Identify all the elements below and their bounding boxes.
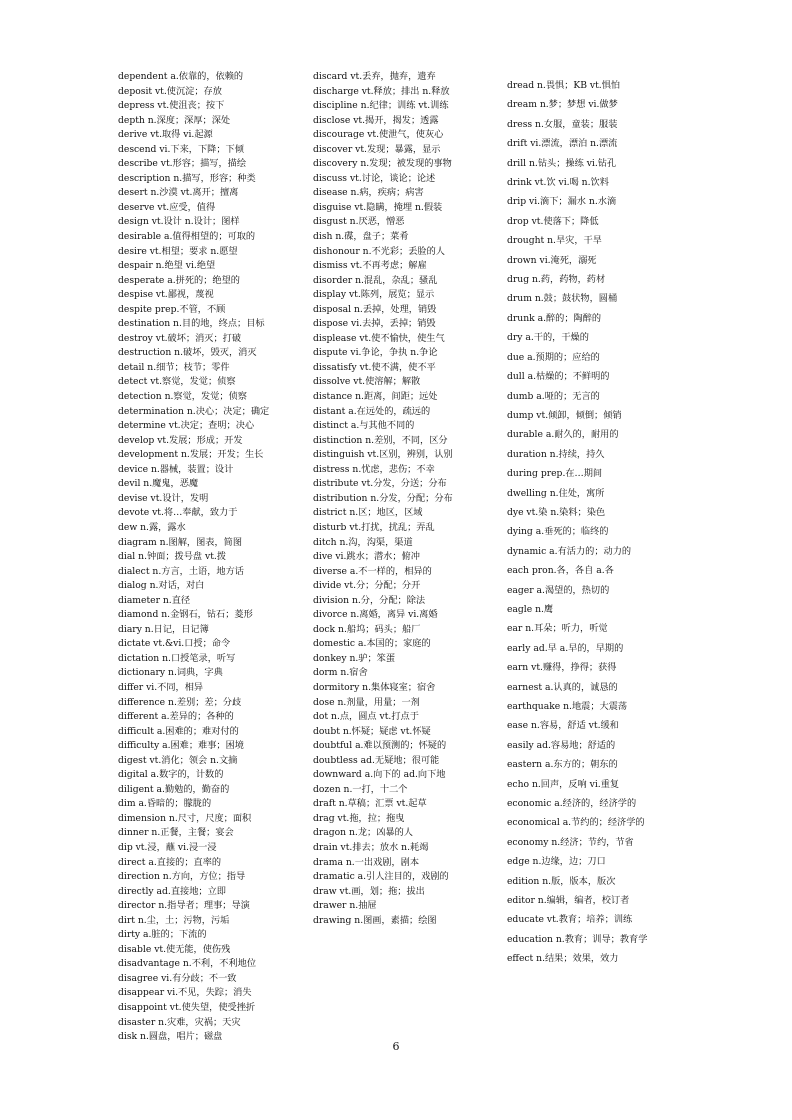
vocabulary-entry: digest vt.消化；领会 n.文摘 (118, 754, 238, 766)
vocabulary-entry: dinner n.正餐，主餐；宴会 (118, 827, 234, 839)
vocabulary-entry: desire vt.相望；要求 n.愿望 (118, 245, 238, 257)
vocabulary-entry: drift vi.漂流，漂泊 n.漂流 (507, 138, 618, 150)
vocabulary-entry: deserve vt.应受，值得 (118, 201, 216, 213)
vocabulary-entry: ditch n.沟，沟渠，渠道 (313, 536, 413, 548)
vocabulary-entry: disorder n.混乱，杂乱；骚乱 (313, 274, 438, 286)
vocabulary-entry: dull a.枯燥的；不鲜明的 (507, 371, 610, 383)
vocabulary-entry: doubtful a.难以预测的；怀疑的 (313, 740, 447, 752)
vocabulary-entry: device n.器械，装置；设计 (118, 463, 234, 475)
vocabulary-entry: displease vt.使不愉快，使生气 (313, 332, 445, 344)
vocabulary-entry: display vt.陈列，展览；显示 (313, 289, 435, 301)
vocabulary-entry: dying a.垂死的；临终的 (507, 526, 609, 538)
vocabulary-entry: diamond n.金钢石，钻石；菱形 (118, 609, 253, 621)
vocabulary-entry: desert n.沙漠 vt.离开；擅离 (118, 187, 239, 199)
page-number: 6 (392, 1040, 400, 1053)
vocabulary-entry: determination n.决心；决定；确定 (118, 405, 270, 417)
vocabulary-entry: depth n.深度；深厚；深处 (118, 114, 231, 126)
vocabulary-entry: diligent a.勤勉的，勤奋的 (118, 783, 230, 795)
vocabulary-entry: dorm n.宿舍 (313, 667, 368, 679)
vocabulary-entry: dissolve vt.使溶解；解散 (313, 376, 421, 388)
vocabulary-entry: develop vt.发展；形成；开发 (118, 434, 243, 446)
vocabulary-entry: effect n.结果；效果，效力 (507, 953, 619, 965)
vocabulary-entry: disgust n.厌恶，憎恶 (313, 216, 405, 228)
vocabulary-column-3 (507, 76, 687, 969)
vocabulary-entry: dose n.剂量，用量；一剂 (313, 696, 420, 708)
vocabulary-entry: different a.差异的；各种的 (118, 711, 234, 723)
vocabulary-entry: dramatic a.引人注目的，戏剧的 (313, 871, 449, 883)
vocabulary-entry: durable a.耐久的，耐用的 (507, 429, 619, 441)
vocabulary-entry: disease n.病，疾病；病害 (313, 187, 424, 199)
vocabulary-entry: discharge vt.释放；排出 n.释放 (313, 85, 450, 97)
vocabulary-entry: each pron.各，各自 a.各 (507, 565, 614, 577)
vocabulary-entry: direction n.方向，方位；指导 (118, 871, 246, 883)
vocabulary-entry: dissatisfy vt.使不满，使不平 (313, 361, 436, 373)
vocabulary-entry: dive vi.跳水；潜水；俯冲 (313, 551, 420, 563)
vocabulary-entry: disappoint vt.使失望，使受挫折 (118, 1002, 256, 1013)
vocabulary-entry: discourage vt.使泄气，使灰心 (313, 129, 444, 141)
vocabulary-entry: destroy vt.破坏；消灭；打破 (118, 332, 242, 344)
vocabulary-entry: dishonour n.不光彩；丢脸的人 (313, 245, 445, 257)
vocabulary-entry: discipline n.纪律；训练 vt.训练 (313, 100, 449, 112)
vocabulary-entry: director n.指导者；理事；导演 (118, 900, 250, 912)
vocabulary-entry: determine vt.决定；查明；决心 (118, 420, 255, 432)
vocabulary-entry: distribution n.分发，分配；分布 (313, 492, 453, 504)
vocabulary-entry: dictation n.口授笔录，听写 (118, 652, 236, 664)
vocabulary-entry: division n.分，分配；除法 (313, 594, 426, 606)
vocabulary-entry: domestic a.本国的；家庭的 (313, 638, 431, 650)
vocabulary-entry: ease n.容易，舒适 vt.缓和 (507, 720, 619, 732)
vocabulary-entry: drain vt.排去；放水 n.耗竭 (313, 841, 429, 853)
vocabulary-entry: devil n.魔鬼，恶魔 (118, 478, 199, 490)
vocabulary-entry: downward a.向下的 ad.向下地 (313, 769, 446, 781)
vocabulary-entry: drip vi.滴下；漏水 n.水滴 (507, 196, 617, 208)
vocabulary-entry: due a.预期的；应给的 (507, 351, 600, 363)
vocabulary-entry: edition n.版，版本，版次 (507, 875, 616, 887)
vocabulary-entry: early ad.早 a.早的，早期的 (507, 642, 624, 654)
vocabulary-entry: distribute vt.分发，分送；分布 (313, 478, 447, 490)
vocabulary-entry: draft n.草稿；汇票 vt.起草 (313, 798, 427, 810)
vocabulary-entry: dialect n.方言，土语，地方话 (118, 565, 244, 577)
vocabulary-entry: dialog n.对话，对白 (118, 580, 205, 592)
vocabulary-entry: distance n.距离，间距；远处 (313, 391, 438, 403)
vocabulary-entry: eastern a.东方的；朝东的 (507, 759, 618, 771)
vocabulary-column-2 (313, 70, 493, 928)
vocabulary-entry: derive vt.取得 vi.起源 (118, 129, 213, 141)
vocabulary-entry: desirable a.值得相望的；可取的 (118, 231, 256, 243)
vocabulary-entry: detect vt.察觉，发觉；侦察 (118, 376, 236, 388)
vocabulary-entry: devote vt.将…奉献，致力于 (118, 507, 238, 519)
vocabulary-column-1 (118, 70, 298, 1045)
vocabulary-entry: dry a.干的，干燥的 (507, 332, 589, 344)
vocabulary-entry: detection n.察觉，发觉；侦察 (118, 391, 247, 403)
vocabulary-entry: disagree vi.有分歧；不一致 (118, 972, 237, 984)
vocabulary-entry: diagram n.图解，图表，简图 (118, 536, 243, 548)
vocabulary-entry: during prep.在…期间 (507, 468, 603, 480)
vocabulary-entry: destination n.目的地，终点；目标 (118, 318, 265, 330)
vocabulary-entry: despair n.绝望 vi.绝望 (118, 260, 216, 272)
vocabulary-entry: disable vt.使无能，使伤残 (118, 943, 231, 955)
vocabulary-entry: district n.区；地区，区域 (313, 507, 423, 519)
vocabulary-entry: disappear vi.不见，失踪；消失 (118, 987, 252, 999)
vocabulary-entry: despise vt.鄙视，蔑视 (118, 289, 214, 301)
vocabulary-entry: dial n.钟面；拨号盘 vt.拨 (118, 551, 227, 563)
vocabulary-entry: distinction n.差别，不同，区分 (313, 434, 448, 446)
vocabulary-entry: edge n.边缘，边；刀口 (507, 856, 606, 868)
vocabulary-entry: describe vt.形容；描写，描绘 (118, 158, 247, 170)
vocabulary-entry: duration n.持续，持久 (507, 448, 605, 460)
vocabulary-entry: digital a.数字的，计数的 (118, 769, 224, 781)
vocabulary-entry: distress n.忧虑，悲伤；不幸 (313, 463, 435, 475)
vocabulary-entry: dread n.畏惧；KB vt.惧怕 (507, 80, 621, 91)
vocabulary-entry: drill n.钻头；操练 vi.钻孔 (507, 157, 617, 169)
vocabulary-entry: drink vt.饮 vi.喝 n.饮料 (507, 177, 609, 189)
vocabulary-entry: desperate a.拼死的；绝望的 (118, 274, 240, 286)
vocabulary-entry: distant a.在远处的，疏远的 (313, 405, 431, 417)
vocabulary-entry: dictate vt.&vi.口授；命令 (118, 638, 231, 650)
vocabulary-entry: dew n.露，露水 (118, 521, 186, 533)
vocabulary-entry: eager a.渴望的，热切的 (507, 584, 610, 596)
vocabulary-entry: discover vt.发现；暴露，显示 (313, 143, 441, 155)
vocabulary-entry: dream n.梦；梦想 vi.做梦 (507, 99, 618, 111)
vocabulary-entry: dependent a.依靠的，依赖的 (118, 71, 244, 82)
vocabulary-entry: drama n.一出戏剧，剧本 (313, 856, 420, 868)
vocabulary-entry: disclose vt.揭开，揭发；透露 (313, 114, 439, 126)
vocabulary-entry: disturb vt.打扰，扰乱；弄乱 (313, 521, 435, 533)
vocabulary-entry: editor n.编辑，编者，校订者 (507, 895, 630, 907)
vocabulary-entry: dot n.点，圆点 vt.打点于 (313, 711, 419, 723)
vocabulary-entry: drought n.旱灾，干旱 (507, 235, 602, 247)
vocabulary-entry: descend vi.下来，下降；下倾 (118, 143, 244, 155)
vocabulary-entry: discuss vt.讨论，谈论；论述 (313, 172, 436, 184)
vocabulary-entry: discovery n.发现；被发现的事物 (313, 158, 452, 170)
vocabulary-entry: dirty a.脏的；下流的 (118, 929, 207, 941)
vocabulary-entry: easily ad.容易地；舒适的 (507, 739, 616, 751)
vocabulary-entry: draw vt.画，划；拖；拔出 (313, 885, 425, 897)
vocabulary-entry: economical a.节约的；经济学的 (507, 817, 645, 829)
vocabulary-entry: direct a.直接的；直率的 (118, 856, 222, 868)
vocabulary-entry: difference n.差别；差；分歧 (118, 696, 242, 708)
vocabulary-entry: despite prep.不管，不顾 (118, 303, 226, 315)
vocabulary-entry: differ vi.不同，相异 (118, 681, 204, 693)
vocabulary-entry: dormitory n.集体寝室；宿舍 (313, 681, 436, 693)
vocabulary-entry: dumb a.哑的；无言的 (507, 390, 600, 402)
vocabulary-entry: dictionary n.词典，字典 (118, 667, 223, 679)
vocabulary-entry: diverse a.不一样的，相异的 (313, 565, 432, 577)
vocabulary-entry: detail n.细节；枝节；零件 (118, 361, 230, 373)
vocabulary-entry: education n.教育；训导；教育学 (507, 933, 648, 945)
vocabulary-entry: drunk a.醉的；陶醉的 (507, 312, 602, 324)
vocabulary-entry: drop vt.使落下；降低 (507, 215, 599, 227)
vocabulary-entry: devise vt.设计，发明 (118, 492, 209, 504)
vocabulary-entry: dye vt.染 n.染料；染色 (507, 506, 606, 518)
vocabulary-entry: drum n.鼓；鼓状物，圆桶 (507, 293, 618, 305)
vocabulary-entry: discard vt.丢弃，抛弃，遗弃 (313, 71, 436, 82)
vocabulary-entry: drug n.药，药物，药材 (507, 274, 606, 286)
vocabulary-entry: dragon n.龙；凶暴的人 (313, 827, 413, 839)
vocabulary-entry: disguise vt.隐瞒，掩埋 n.假装 (313, 201, 443, 213)
vocabulary-entry: destruction n.破坏，毁灭，消灭 (118, 347, 257, 359)
vocabulary-entry: dynamic a.有活力的；动力的 (507, 545, 632, 557)
vocabulary-entry: donkey n.驴；笨蛋 (313, 652, 396, 664)
vocabulary-entry: eagle n.鹰 (507, 603, 554, 615)
vocabulary-entry: dirt n.尘，土；污物，污垢 (118, 914, 230, 926)
vocabulary-entry: economy n.经济；节约，节省 (507, 836, 634, 848)
vocabulary-entry: dim a.昏暗的；朦胧的 (118, 798, 212, 810)
vocabulary-entry: disaster n.灾难，灾祸；天灾 (118, 1016, 241, 1028)
vocabulary-entry: dish n.碟，盘子；菜肴 (313, 231, 409, 243)
vocabulary-entry: disposal n.丢掉，处理，销毁 (313, 303, 437, 315)
vocabulary-entry: directly ad.直接地；立即 (118, 885, 226, 897)
vocabulary-entry: dispose vi.去掉，丢掉；销毁 (313, 318, 436, 330)
vocabulary-entry: description n.描写，形容；种类 (118, 172, 256, 184)
vocabulary-entry: dip vt.浸，蘸 vi.浸一浸 (118, 841, 217, 853)
vocabulary-entry: dwelling n.住处，寓所 (507, 487, 605, 499)
vocabulary-entry: dispute vi.争论，争执 n.争论 (313, 347, 438, 359)
vocabulary-entry: design vt.设计 n.设计；图样 (118, 216, 240, 228)
vocabulary-entry: echo n.回声，反响 vi.重复 (507, 778, 620, 790)
vocabulary-entry: dump vt.倾卸，倾倒；倾销 (507, 409, 622, 421)
vocabulary-entry: earthquake n.地震；大震荡 (507, 701, 628, 712)
vocabulary-entry: drawer n.抽屉 (313, 900, 377, 912)
vocabulary-entry: earnest a.认真的，诚恳的 (507, 681, 618, 693)
vocabulary-entry: economic a.经济的，经济学的 (507, 798, 637, 810)
vocabulary-entry: divide vt.分；分配；分开 (313, 580, 421, 592)
vocabulary-entry: earn vt.赚得，挣得；获得 (507, 662, 617, 674)
vocabulary-entry: deposit vt.使沉淀；存放 (118, 85, 222, 97)
vocabulary-entry: disadvantage n.不利，不利地位 (118, 958, 257, 970)
vocabulary-entry: dress n.女服，童装；服装 (507, 118, 618, 130)
vocabulary-entry: distinguish vt.区别，辨别，认别 (313, 449, 453, 461)
vocabulary-entry: diary n.日记，日记簿 (118, 623, 209, 635)
vocabulary-entry: dozen n.一打，十二个 (313, 783, 408, 795)
vocabulary-entry: ear n.耳朵；听力，听觉 (507, 623, 608, 635)
vocabulary-entry: dismiss vt.不再考虑；解雇 (313, 260, 427, 272)
vocabulary-entry: distinct a.与其他不同的 (313, 420, 415, 432)
vocabulary-entry: dimension n.尺寸，尺度；面积 (118, 812, 252, 824)
vocabulary-entry: doubtless ad.无疑地；很可能 (313, 754, 440, 766)
vocabulary-entry: drag vt.拖，拉；拖曳 (313, 812, 405, 824)
vocabulary-entry: educate vt.教育；培养；训练 (507, 914, 633, 926)
vocabulary-entry: difficulty a.困难；难事；困境 (118, 740, 244, 752)
vocabulary-entry: diameter n.直径 (118, 594, 191, 606)
vocabulary-entry: dock n.船坞；码头；船厂 (313, 623, 421, 635)
vocabulary-entry: drown vi.淹死，溺死 (507, 254, 597, 266)
vocabulary-entry: difficult a.困难的；难对付的 (118, 725, 239, 737)
vocabulary-entry: depress vt.使沮丧；按下 (118, 100, 225, 112)
vocabulary-entry: development n.发展；开发；生长 (118, 449, 264, 461)
vocabulary-entry: doubt n.怀疑；疑虑 vt.怀疑 (313, 725, 431, 737)
vocabulary-entry: divorce n.离婚，离异 vi.离婚 (313, 609, 438, 621)
vocabulary-entry: disk n.圆盘，唱片；磁盘 (118, 1031, 223, 1043)
vocabulary-entry: drawing n.图画，素描；绘图 (313, 914, 437, 926)
